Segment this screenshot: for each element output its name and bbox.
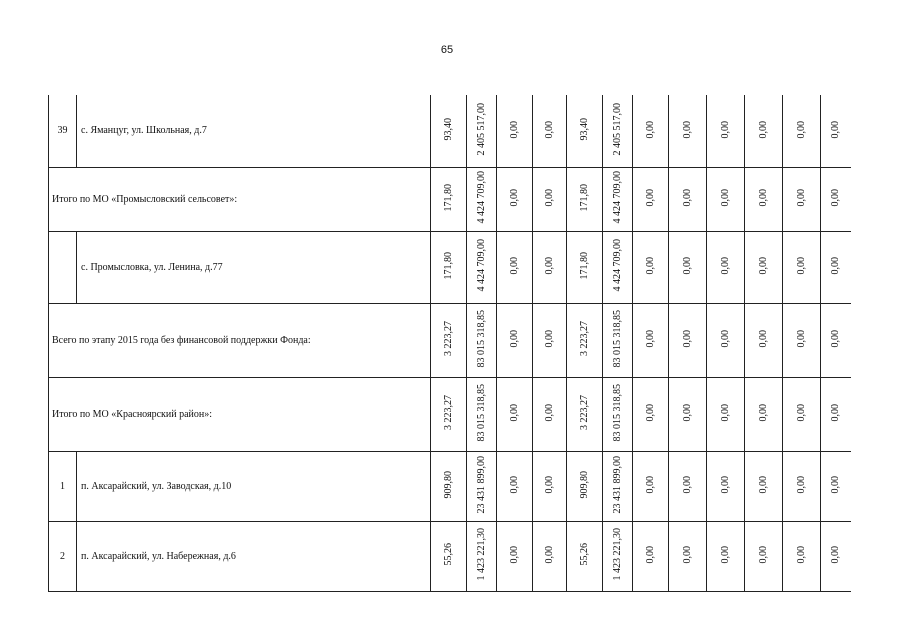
value-cell [603,95,633,167]
value-cell [467,231,497,303]
value-text: 4 424 709,00 [612,171,623,224]
value-cell [467,521,497,591]
total-label: Всего по этапу 2015 года без финансовой поддержки Фонда: [49,303,431,377]
value-cell [533,521,567,591]
table-row [49,451,851,521]
value-cell [633,95,669,167]
value-text: 0,00 [796,475,807,494]
value-cell [567,377,603,451]
value-text: 0,00 [796,545,807,564]
value-text: 23 431 899,00 [476,455,487,514]
value-cell [783,167,821,231]
address-label: п. Аксарайский, ул. Набережная, д.6 [77,521,431,591]
table-row [49,303,851,377]
value-cell [567,95,603,167]
value-text: 0,00 [758,256,769,275]
value-text: 2 405 517,00 [612,103,623,156]
value-cell [603,521,633,591]
value-text: 0,00 [720,188,731,207]
value-cell [821,377,851,451]
address-label: с. Яманцуг, ул. Школьная, д.7 [77,95,431,167]
value-cell [821,303,851,377]
value-cell [821,521,851,591]
value-text: 55,26 [443,543,454,566]
value-text: 0,00 [645,120,656,138]
value-cell [567,231,603,303]
value-cell [533,377,567,451]
value-cell [497,231,533,303]
value-cell [707,231,745,303]
value-cell [633,451,669,521]
value-cell [533,451,567,521]
value-cell [567,167,603,231]
value-cell [497,167,533,231]
value-text: 83 015 318,85 [612,309,623,368]
value-text: 4 424 709,00 [476,239,487,292]
value-text: 93,40 [443,118,454,141]
value-text: 4 424 709,00 [476,171,487,224]
value-text: 171,80 [443,183,454,212]
value-text: 0,00 [796,329,807,348]
value-text: 171,80 [443,251,454,280]
value-text: 83 015 318,85 [612,383,623,442]
value-cell [431,303,467,377]
value-text: 909,80 [443,470,454,499]
value-cell [533,95,567,167]
value-cell [821,231,851,303]
value-text: 0,00 [758,475,769,494]
value-text: 0,00 [682,403,693,422]
page-number: 65 [440,44,454,56]
value-text: 0,00 [509,475,520,494]
table-row [49,231,851,303]
row-number: 1 [49,451,77,521]
value-cell [497,303,533,377]
value-text: 0,00 [758,188,769,207]
value-text: 0,00 [758,403,769,422]
value-cell [533,231,567,303]
value-text: 0,00 [509,403,520,422]
value-text: 0,00 [682,475,693,494]
value-text: 0,00 [796,188,807,207]
value-text: 0,00 [720,256,731,275]
value-cell [533,303,567,377]
value-cell [567,451,603,521]
value-cell [745,521,783,591]
value-text: 3 223,27 [443,395,454,430]
value-text: 0,00 [509,545,520,564]
value-text: 0,00 [758,120,769,138]
value-cell [783,451,821,521]
value-text: 0,00 [758,329,769,348]
value-text: 0,00 [796,256,807,275]
value-text: 3 223,27 [443,321,454,356]
value-cell [707,377,745,451]
value-text: 0,00 [509,188,520,207]
row-number: 39 [49,95,77,167]
address-label: п. Аксарайский, ул. Заводская, д.10 [77,451,431,521]
value-cell [633,521,669,591]
value-text: 909,80 [579,470,590,499]
value-cell [783,303,821,377]
value-cell [745,231,783,303]
value-cell [603,303,633,377]
value-text: 0,00 [758,545,769,564]
value-text: 171,80 [579,251,590,280]
value-cell [745,303,783,377]
value-text: 0,00 [682,256,693,275]
value-text: 2 405 517,00 [476,103,487,156]
value-text: 0,00 [645,403,656,422]
value-cell [603,451,633,521]
value-text: 0,00 [645,329,656,348]
value-cell [603,231,633,303]
value-cell [669,95,707,167]
value-text: 0,00 [830,403,842,422]
total-label: Итого по МО «Промысловский сельсовет»: [49,167,431,231]
value-text: 0,00 [830,545,842,564]
data-table [48,95,851,592]
value-cell [497,377,533,451]
value-cell [821,451,851,521]
value-cell [633,303,669,377]
value-text: 0,00 [830,188,842,207]
value-cell [745,95,783,167]
value-cell [669,521,707,591]
value-text: 0,00 [830,256,842,275]
value-text: 0,00 [796,120,807,138]
value-text: 83 015 318,85 [476,309,487,368]
value-text: 0,00 [796,403,807,422]
value-cell [783,231,821,303]
value-cell [431,231,467,303]
value-text: 0,00 [682,120,693,138]
value-text: 83 015 318,85 [476,383,487,442]
value-text: 0,00 [544,475,555,494]
value-cell [431,95,467,167]
value-cell [669,167,707,231]
value-text: 93,40 [579,118,590,141]
value-text: 0,00 [645,545,656,564]
value-cell [431,377,467,451]
value-cell [533,167,567,231]
value-text: 0,00 [544,545,555,564]
address-label: с. Промысловка, ул. Ленина, д.77 [77,231,431,303]
value-text: 0,00 [720,120,731,138]
total-label: Итого по МО «Красноярский район»: [49,377,431,451]
value-cell [497,95,533,167]
value-text: 0,00 [720,475,731,494]
value-text: 0,00 [645,188,656,207]
value-cell [669,231,707,303]
table-row [49,167,851,231]
value-cell [633,231,669,303]
value-cell [497,451,533,521]
value-text: 23 431 899,00 [612,455,623,514]
value-text: 55,26 [579,543,590,566]
value-cell [707,303,745,377]
value-cell [821,167,851,231]
row-number [49,231,77,303]
table-row [49,95,851,167]
value-text: 0,00 [544,120,555,138]
value-cell [633,377,669,451]
value-text: 4 424 709,00 [612,239,623,292]
value-cell [431,521,467,591]
value-text: 0,00 [544,188,555,207]
value-cell [633,167,669,231]
value-text: 0,00 [830,475,842,494]
value-cell [567,303,603,377]
value-cell [467,167,497,231]
value-text: 1 423 221,30 [476,528,487,581]
value-cell [567,521,603,591]
value-cell [467,95,497,167]
value-cell [707,95,745,167]
value-text: 0,00 [509,120,520,138]
value-cell [467,303,497,377]
value-text: 0,00 [830,120,842,138]
value-cell [707,167,745,231]
value-cell [707,451,745,521]
value-cell [497,521,533,591]
value-cell [669,303,707,377]
value-cell [783,95,821,167]
value-text: 0,00 [645,256,656,275]
value-cell [669,377,707,451]
value-text: 1 423 221,30 [612,528,623,581]
value-cell [745,167,783,231]
value-cell [603,377,633,451]
value-cell [431,451,467,521]
value-text: 0,00 [509,256,520,275]
value-cell [603,167,633,231]
value-text: 0,00 [720,545,731,564]
value-cell [783,377,821,451]
value-text: 3 223,27 [579,321,590,356]
value-cell [745,377,783,451]
row-number: 2 [49,521,77,591]
value-cell [745,451,783,521]
value-text: 0,00 [544,329,555,348]
value-text: 171,80 [579,183,590,212]
value-cell [431,167,467,231]
value-text: 0,00 [682,188,693,207]
value-text: 0,00 [544,403,555,422]
value-cell [467,451,497,521]
value-cell [783,521,821,591]
value-cell [821,95,851,167]
value-text: 0,00 [509,329,520,348]
value-text: 0,00 [720,329,731,348]
value-cell [467,377,497,451]
table-row [49,377,851,451]
value-cell [669,451,707,521]
value-text: 0,00 [682,329,693,348]
table-row [49,521,851,591]
value-text: 0,00 [544,256,555,275]
value-text: 3 223,27 [579,395,590,430]
value-text: 0,00 [830,329,842,348]
value-text: 0,00 [720,403,731,422]
value-cell [707,521,745,591]
value-text: 0,00 [682,545,693,564]
value-text: 0,00 [645,475,656,494]
